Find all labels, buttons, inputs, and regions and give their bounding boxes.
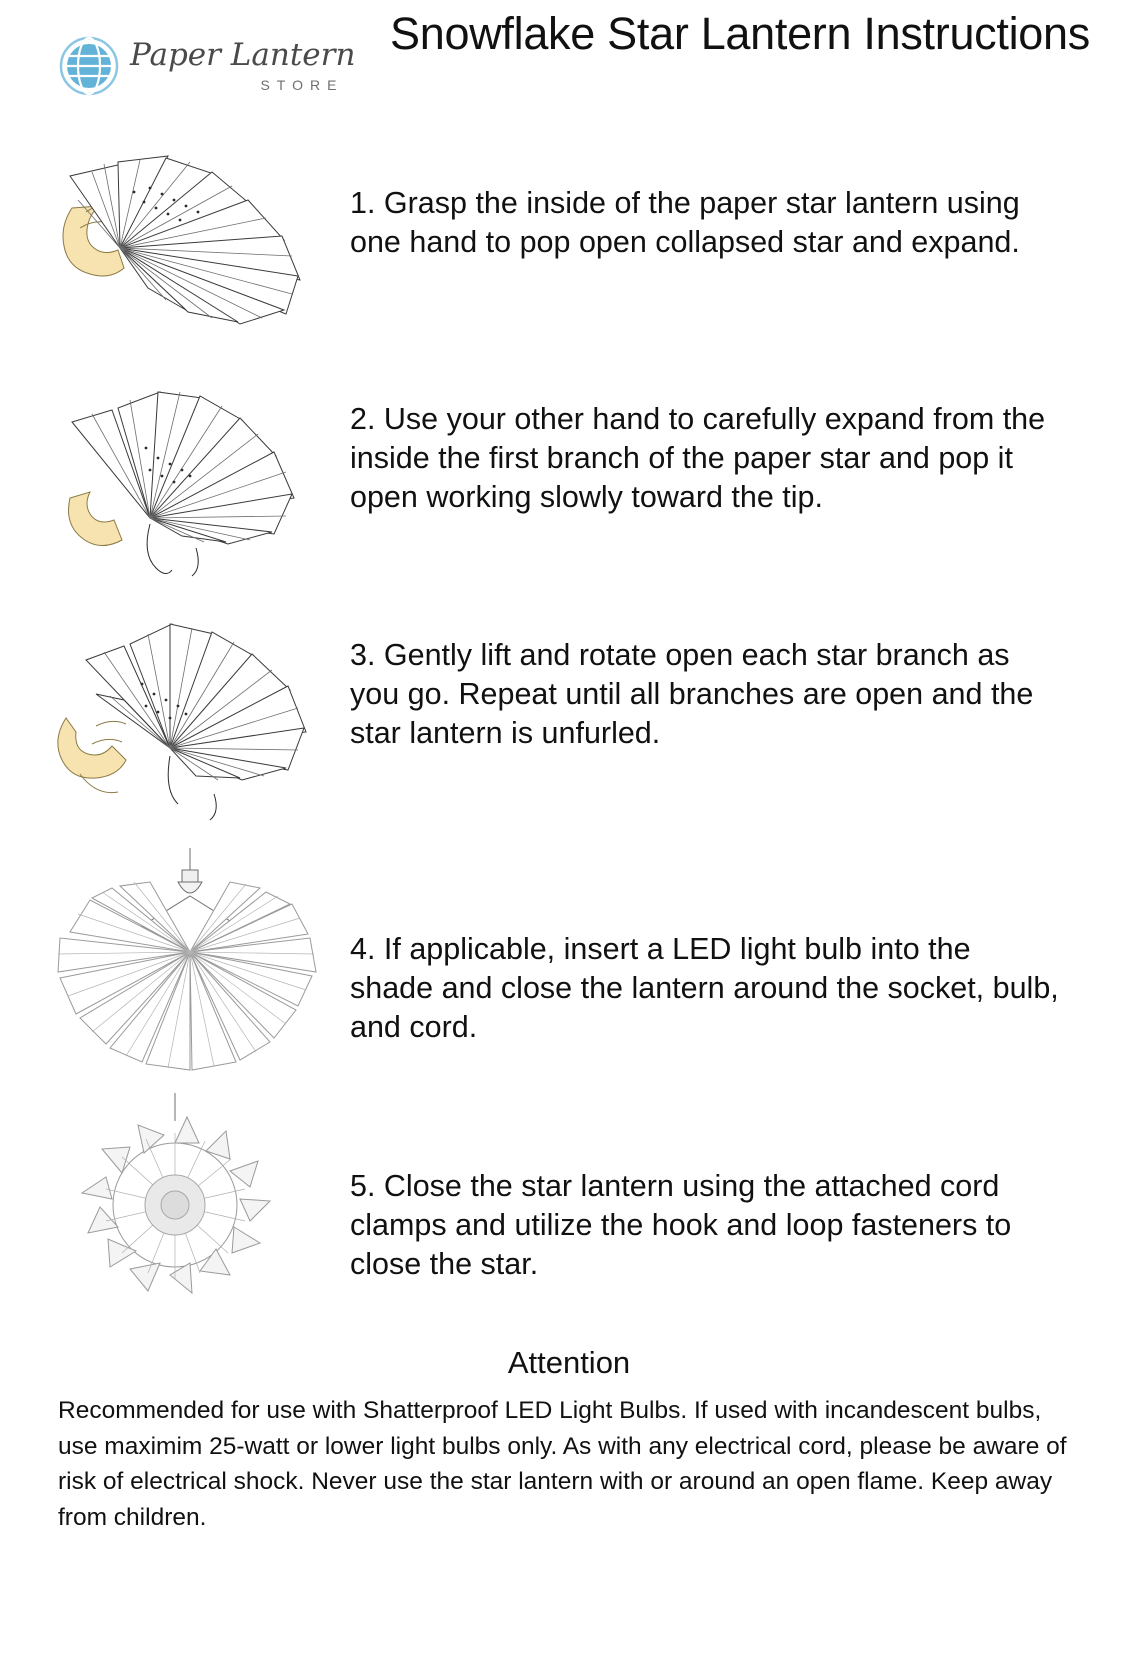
step-4-text: 4. If applicable, insert a LED light bulb into the shade and close the lantern around the socket, bulb, and cord.: [350, 932, 1059, 1045]
brand-logo: [58, 18, 378, 114]
brand-text-block: [130, 36, 356, 93]
star-with-led-bulb-illustration: [0, 848, 350, 1093]
attention-title: Attention: [507, 1345, 631, 1380]
attention-section: [0, 1345, 1138, 1535]
step-2-text: 2. Use your other hand to carefully expand from the inside the first branch of the paper star and pop it open working slowly toward the tip.: [350, 402, 1046, 515]
closed-snowflake-star-illustration: [0, 1093, 350, 1308]
step-2: [0, 348, 1138, 598]
collapsed-star-with-hand-illustration: [0, 148, 350, 348]
attention-body: Recommended for use with Shatterproof LED Light Bulbs. If used with incandescent bulbs, use maximim 25-watt or lower light bulbs only. As with any electrical cord, please be aware of risk of electrical shock. Never use the star lantern with or around an open flame. Keep away from children.: [58, 1397, 1067, 1531]
brand-name: Paper Lantern: [130, 36, 356, 73]
instruction-steps: [0, 148, 1138, 1308]
globe-icon: [58, 35, 120, 97]
step-1: [0, 148, 1138, 348]
partially-expanded-star-illustration: [0, 348, 350, 598]
page-title: Snowflake Star Lantern Instructions: [390, 8, 1090, 59]
step-5-text: 5. Close the star lantern using the attached cord clamps and utilize the hook and loop fasteners to close the star.: [350, 1169, 1012, 1282]
step-5: [0, 1093, 1138, 1308]
step-3: [0, 598, 1138, 848]
step-1-text: 1. Grasp the inside of the paper star lantern using one hand to pop open collapsed star and expand.: [350, 186, 1020, 260]
document-header: [0, 0, 1138, 130]
step-3-text: 3. Gently lift and rotate open each star branch as you go. Repeat until all branches are open and the star lantern is unfurled.: [350, 638, 1034, 751]
rotating-branches-illustration: [0, 598, 350, 848]
brand-subtitle: STORE: [260, 76, 344, 93]
step-4: [0, 848, 1138, 1093]
